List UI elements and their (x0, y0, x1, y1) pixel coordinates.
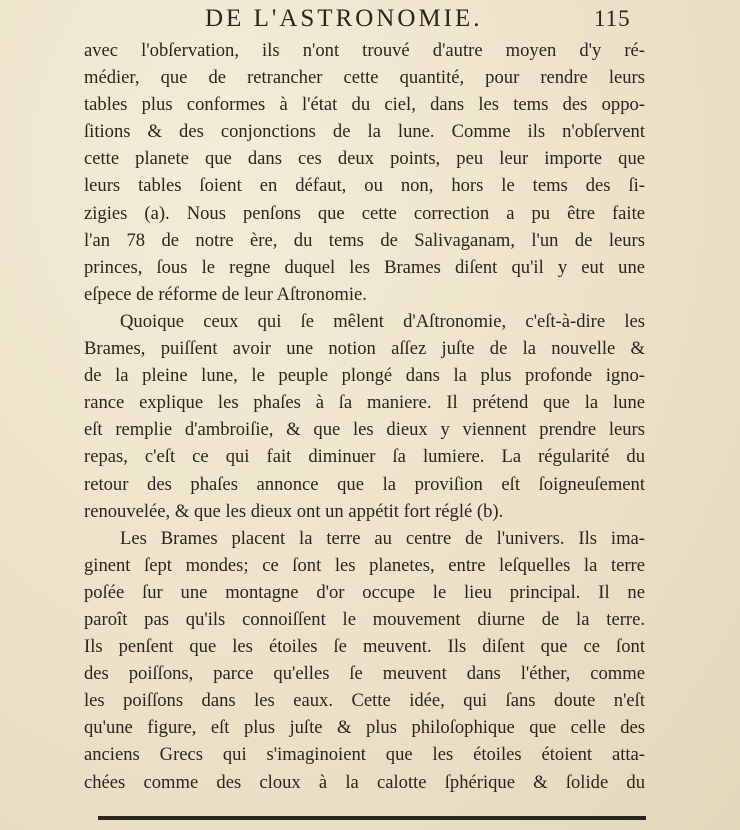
text-line: renouvelée, & que les dieux ont un appétit fort réglé (b). (84, 500, 504, 522)
text-line: Quoique ceux qui ſe mêlent d'Aſtronomie, c'eſt-à-dire les (120, 310, 645, 332)
running-head-title: DE L'ASTRONOMIE. (205, 5, 483, 32)
text-line: retour des phaſes annonce que la proviſion eſt ſoigneuſement (84, 473, 645, 495)
text-line: rance explique les phaſes à ſa maniere. Il prétend que la lune (84, 392, 645, 414)
body-text (84, 37, 645, 796)
running-head (0, 5, 740, 35)
text-line: leurs tables ſoient en défaut, ou non, hors le tems des ſi- (84, 175, 645, 197)
text-line: tables plus conformes à l'état du ciel, dans les tems des oppo- (84, 94, 645, 116)
text-line: qu'une figure, eſt plus juſte & plus philoſophique que celle des (84, 717, 645, 739)
text-line: zigies (a). Nous penſons que cette correction a pu être faite (84, 202, 645, 224)
text-line: chées comme des cloux à la calotte ſphérique & ſolide du (84, 771, 645, 793)
text-line: de la pleine lune, le peuple plongé dans la plus profonde igno- (84, 365, 645, 387)
bottom-rule (98, 816, 646, 820)
text-line: cette planete que dans ces deux points, peu leur importe que (84, 148, 645, 170)
text-line: poſée ſur une montagne d'or occupe le lieu principal. Il ne (84, 581, 645, 603)
text-line: eſpece de réforme de leur Aſtronomie. (84, 283, 367, 305)
page-number: 115 (594, 6, 631, 31)
text-line: ginent ſept mondes; ce ſont les planetes, entre leſquelles la terre (84, 554, 645, 576)
text-line: eſt remplie d'ambroiſie, & que les dieux y viennent prendre leurs (84, 419, 645, 441)
text-line: Ils penſent que les étoiles ſe meuvent. Ils diſent que ce ſont (84, 636, 645, 658)
text-line: les poiſſons dans les eaux. Cette idée, qui ſans doute n'eſt (84, 690, 645, 712)
text-line: princes, ſous le regne duquel les Brames diſent qu'il y eut une (84, 256, 645, 278)
text-line: anciens Grecs qui s'imaginoient que les étoiles étoient atta- (84, 744, 645, 766)
text-line: des poiſſons, parce qu'elles ſe meuvent dans l'éther, comme (84, 663, 645, 685)
text-line: médier, que de retrancher cette quantité, pour rendre leurs (84, 67, 645, 89)
text-line: Brames, puiſſent avoir une notion aſſez juſte de la nouvelle & (84, 338, 645, 360)
text-line: l'an 78 de notre ère, du tems de Salivaganam, l'un de leurs (84, 229, 645, 251)
text-line: paroît pas qu'ils connoiſſent le mouvement diurne de la terre. (84, 608, 645, 630)
text-line: Les Brames placent la terre au centre de l'univers. Ils ima- (120, 527, 645, 549)
text-line: ſitions & des conjonctions de la lune. Comme ils n'obſervent (84, 121, 645, 143)
text-line: avec l'obſervation, ils n'ont trouvé d'autre moyen d'y ré- (84, 40, 645, 61)
text-line: repas, c'eſt ce qui fait diminuer ſa lumiere. La régularité du (84, 446, 645, 468)
